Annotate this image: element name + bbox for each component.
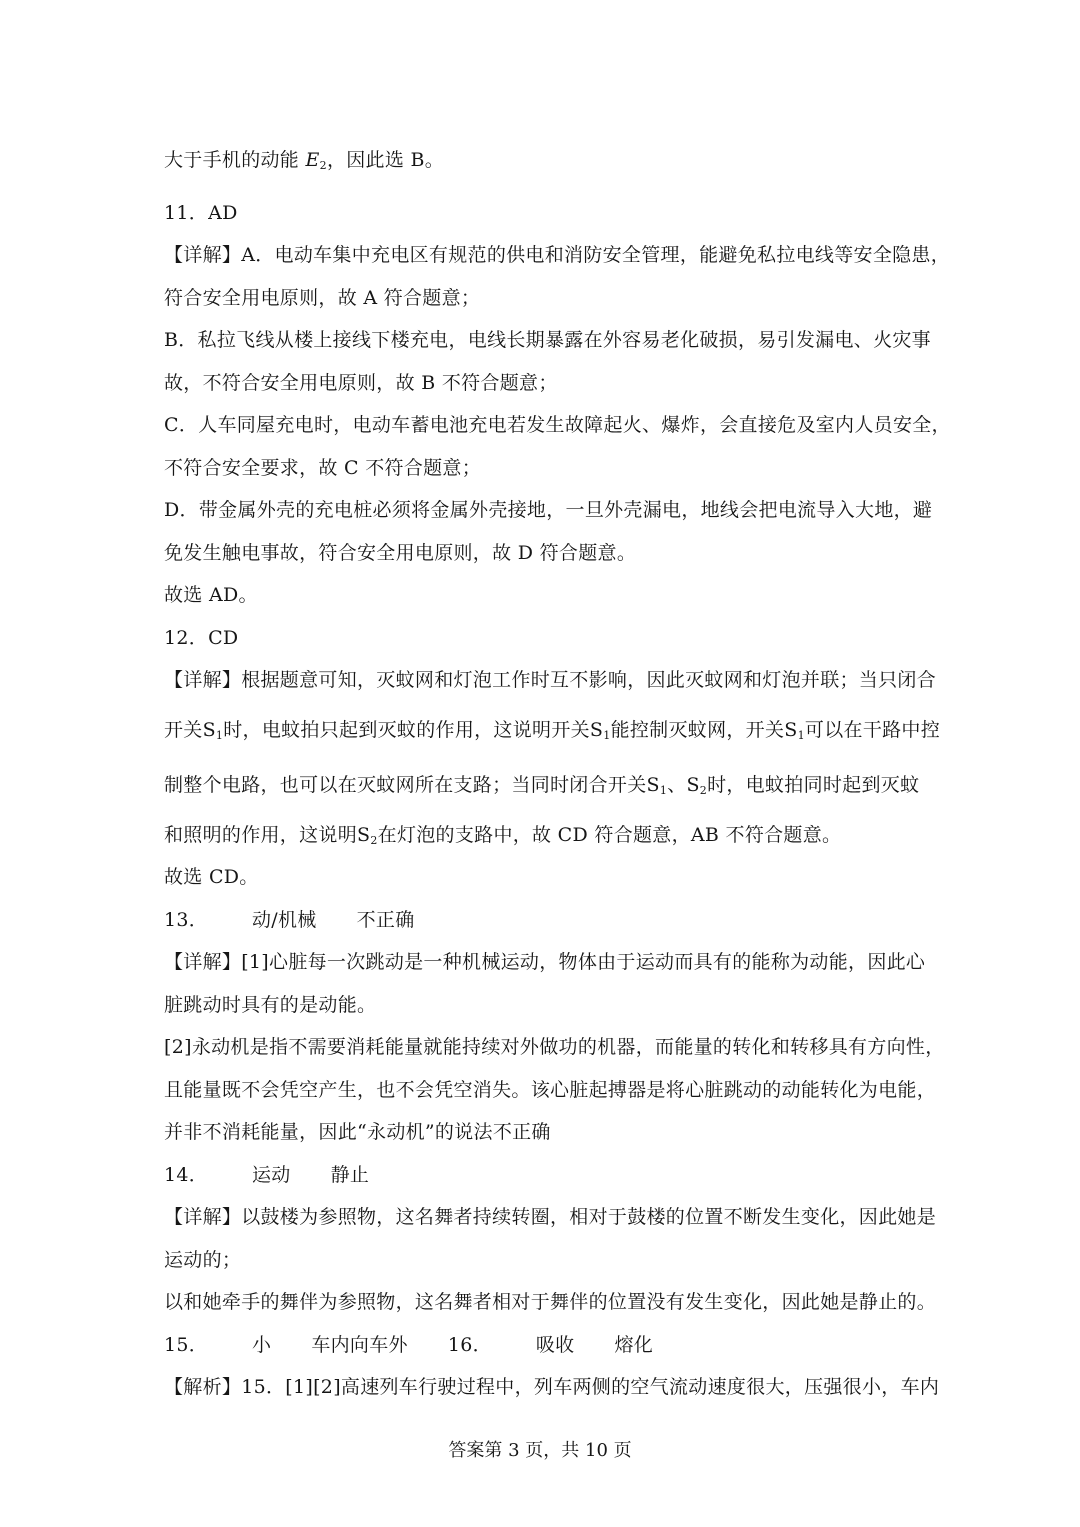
text-line: 脏跳动时具有的是动能。 (164, 994, 377, 1016)
q15-q16-answers: 15． 小 车内向车外 16． 吸收 熔化 (164, 1334, 654, 1356)
text-line: 【解析】15．[1][2]高速列车行驶过程中，列车两侧的空气流动速度很大，压强很小，车内 (164, 1376, 940, 1398)
text-line: 和照明的作用，这说明$S_2$在灯泡的支路中，故 CD 符合题意，AB 不符合题意。 (164, 824, 842, 847)
text-line: 【详解】以鼓楼为参照物，这名舞者持续转圈，相对于鼓楼的位置不断发生变化，因此她是 (164, 1206, 937, 1228)
text-line: 且能量既不会凭空产生，也不会凭空消失。该心脏起搏器是将心脏跳动的动能转化为电能， (164, 1079, 937, 1101)
text-line: 以和她牵手的舞伴为参照物，这名舞者相对于舞伴的位置没有发生变化，因此她是静止的。 (164, 1291, 937, 1313)
text-line: 开关$S_1$时，电蚊拍只起到灭蚊的作用，这说明开关$S_1$能控制灭蚊网，开关$S_1$可以在干路中控 (164, 719, 941, 742)
text-line: 故，不符合安全用电原则，故 B 不符合题意； (164, 372, 558, 394)
text-line: 运动的； (164, 1249, 242, 1271)
text-line: 制整个电路，也可以在灭蚊网所在支路；当同时闭合开关$S_1$、$S_2$时，电蚊拍同时起到灭蚊 (164, 774, 920, 797)
q13-answer: 13． 动/机械 不正确 (164, 909, 415, 931)
text-line: 【详解】A．电动车集中充电区有规范的供电和消防安全管理，能避免私拉电线等安全隐患， (164, 244, 951, 266)
text-line: C．人车同屋充电时，电动车蓄电池充电若发生故障起火、爆炸，会直接危及室内人员安全， (164, 414, 951, 436)
page-footer: 答案第 3 页，共 10 页 (448, 1440, 632, 1461)
text-line: 不符合安全要求，故 C 不符合题意； (164, 457, 482, 479)
q14-answer: 14． 运动 静止 (164, 1164, 370, 1186)
text-line: D．带金属外壳的充电桩必须将金属外壳接地，一旦外壳漏电，地线会把电流导入大地，避 (164, 499, 933, 521)
text-line: 大于手机的动能 $E_2$，因此选 B。 (164, 149, 445, 172)
q12-answer: 12．CD (164, 627, 239, 649)
symbol-E: E (305, 149, 320, 171)
q11-answer: 11．AD (164, 202, 238, 224)
text-line: 【详解】根据题意可知，灭蚊网和灯泡工作时互不影响，因此灭蚊网和灯泡并联；当只闭合 (164, 669, 937, 691)
text-line: 并非不消耗能量，因此“永动机”的说法不正确 (164, 1121, 551, 1143)
text-line: 免发生触电事故，符合安全用电原则，故 D 符合题意。 (164, 542, 637, 564)
text-line: [2]永动机是指不需要消耗能量就能持续对外做功的机器，而能量的转化和转移具有方向性， (164, 1036, 945, 1058)
text-line: 故选 CD。 (164, 866, 259, 888)
text-line: 故选 AD。 (164, 584, 258, 606)
text-line: 符合安全用电原则，故 A 符合题意； (164, 287, 481, 309)
text-line: 【详解】[1]心脏每一次跳动是一种机械运动，物体由于运动而具有的能称为动能，因此心 (164, 951, 926, 973)
text-line: B．私拉飞线从楼上接线下楼充电，电线长期暴露在外容易老化破损，易引发漏电、火灾事 (164, 329, 931, 351)
